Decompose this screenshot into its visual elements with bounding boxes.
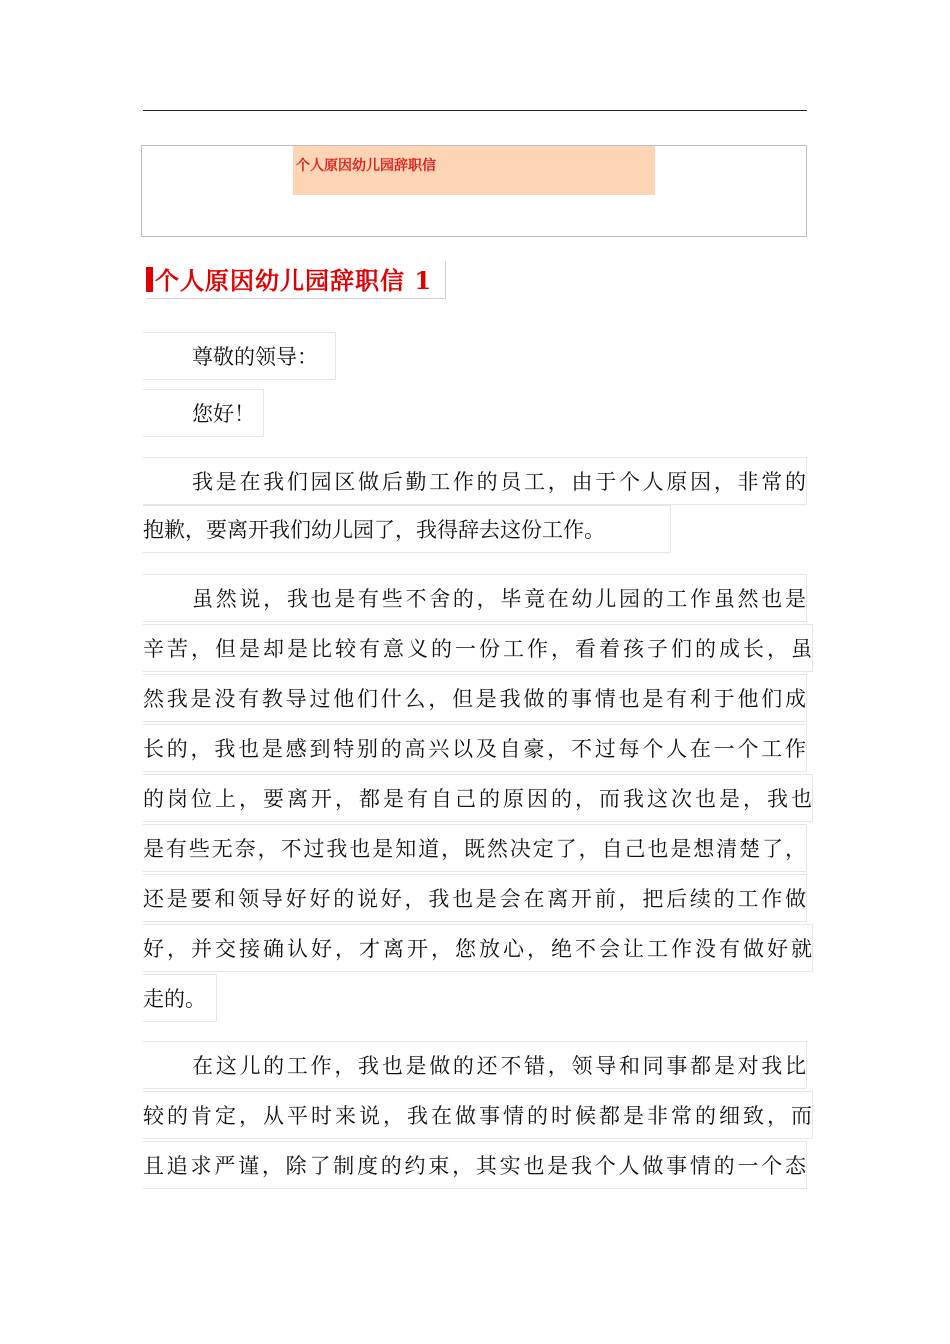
paragraph-1-line-2: 抱歉，要离开我们幼儿园了，我得辞去这份工作。 xyxy=(143,505,671,553)
paragraph-2-line-5: 的岗位上，要离开，都是有自己的原因的，而我这次也是，我也 xyxy=(143,774,813,822)
section-title-marker xyxy=(146,267,153,292)
paragraph-2-line-9: 走的。 xyxy=(143,974,217,1022)
paragraph-3-line-1: 在这儿的工作，我也是做的还不错，领导和同事都是对我比 xyxy=(143,1041,807,1089)
header-tag-text: 个人原因幼儿园辞职信 xyxy=(296,158,436,174)
paragraph-2-line-2: 辛苦，但是却是比较有意义的一份工作，看着孩子们的成长，虽 xyxy=(143,624,813,672)
paragraph-1-line-1: 我是在我们园区做后勤工作的员工，由于个人原因，非常的 xyxy=(143,457,807,505)
paragraph-2-line-6: 是有些无奈，不过我也是知道，既然决定了，自己也是想清楚了， xyxy=(143,824,807,872)
paragraph-3-line-3: 且追求严谨，除了制度的约束，其实也是我个人做事情的一个态 xyxy=(143,1141,807,1189)
paragraph-2-line-4: 长的，我也是感到特别的高兴以及自豪，不过每个人在一个工作 xyxy=(143,724,807,772)
paragraph-2-line-1: 虽然说，我也是有些不舍的，毕竟在幼儿园的工作虽然也是 xyxy=(143,574,807,622)
section-title: 个人原因幼儿园辞职信 1 xyxy=(155,266,433,295)
paragraph-3-line-2: 较的肯定，从平时来说，我在做事情的时候都是非常的细致，而 xyxy=(143,1091,813,1139)
paragraph-2-line-8: 好，并交接确认好，才离开，您放心，绝不会让工作没有做好就 xyxy=(143,924,813,972)
header-tag xyxy=(293,146,655,195)
salutation: 尊敬的领导： xyxy=(143,332,336,380)
greeting: 您好！ xyxy=(143,389,264,437)
paragraph-2-line-3: 然我是没有教导过他们什么，但是我做的事情也是有利于他们成 xyxy=(143,674,807,722)
paragraph-2-line-7: 还是要和领导好好的说好，我也是会在离开前，把后续的工作做 xyxy=(143,874,807,922)
top-rule xyxy=(143,110,807,111)
